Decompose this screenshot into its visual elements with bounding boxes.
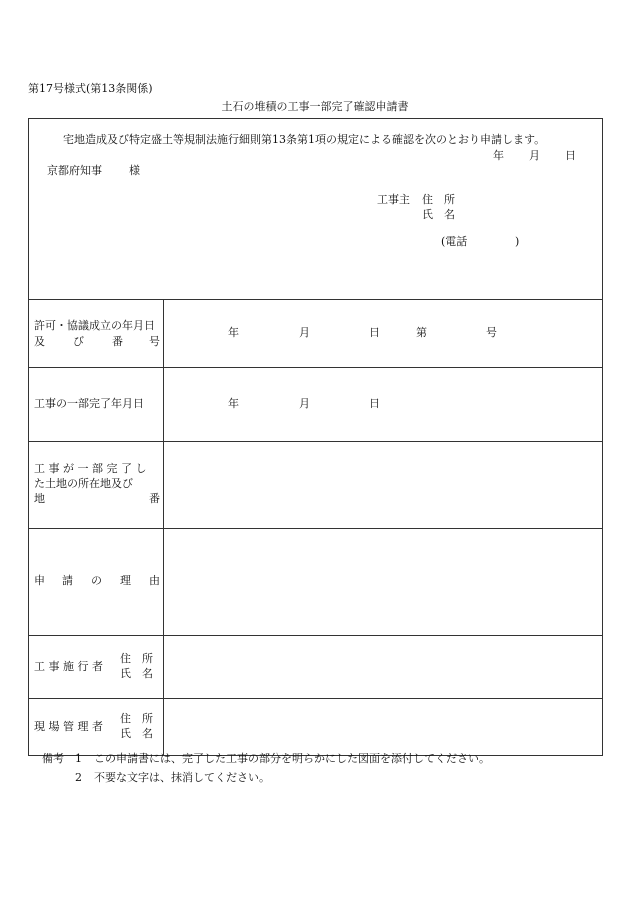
reason-label-cell	[29, 529, 164, 636]
owner-label: 工事主	[377, 193, 410, 206]
site-manager-value-cell[interactable]	[164, 699, 603, 756]
owner-address-label: 住 所	[422, 193, 455, 206]
addressee: 京都府知事	[47, 164, 102, 177]
note-2-number: 2	[75, 771, 82, 784]
permit-dai: 第	[416, 326, 427, 339]
reason-label-char: 申	[34, 574, 45, 587]
permit-label-char: 号	[149, 335, 160, 348]
site-manager-name-label: 氏 名	[120, 727, 153, 740]
note-1-number: 1	[75, 752, 82, 765]
permit-month: 月	[299, 326, 310, 339]
phone-open: (電話	[441, 235, 468, 248]
location-label-line3b: 番	[149, 492, 160, 505]
permit-year: 年	[228, 326, 239, 339]
declaration-text: 宅地造成及び特定盛土等規制法施行細則第13条第1項の規定による確認を次のとおり申請します。	[63, 133, 546, 146]
contractor-label-cell	[29, 636, 164, 699]
reason-value-cell[interactable]	[164, 529, 603, 636]
site-manager-label: 現 場 管 理 者	[34, 720, 103, 733]
permit-value-cell[interactable]	[164, 300, 603, 368]
reason-label-char: の	[91, 574, 102, 587]
contractor-name-label: 氏 名	[120, 667, 153, 680]
application-form-table	[28, 118, 603, 756]
completion-date-value-cell[interactable]	[164, 368, 603, 442]
notes-heading: 備考	[42, 752, 64, 765]
completion-date-label: 工事の一部完了年月日	[34, 397, 144, 410]
location-label-line3a: 地	[34, 492, 45, 505]
date-day: 日	[565, 149, 576, 162]
location-value-cell[interactable]	[164, 442, 603, 529]
note-1-text: この申請書には、完了した工事の部分を明らかにした図面を添付してください。	[94, 752, 490, 765]
contractor-address-label: 住 所	[120, 652, 153, 665]
location-label-line1: 工 事 が 一 部 完 了 し	[34, 462, 147, 475]
permit-label-line1: 許可・協議成立の年月日	[34, 319, 155, 332]
permit-day: 日	[369, 326, 380, 339]
reason-label-char: 理	[120, 574, 131, 587]
form-title: 土石の堆積の工事一部完了確認申請書	[221, 100, 409, 113]
reason-label-char: 請	[62, 574, 73, 587]
form-number: 第17号様式(第13条関係)	[28, 82, 153, 95]
owner-name-label: 氏 名	[422, 208, 455, 221]
site-manager-address-label: 住 所	[120, 712, 153, 725]
completion-month: 月	[299, 397, 310, 410]
date-month: 月	[529, 149, 540, 162]
location-label-cell	[29, 442, 164, 529]
contractor-label: 工 事 施 行 者	[34, 660, 103, 673]
completion-day: 日	[369, 397, 380, 410]
reason-label-char: 由	[149, 574, 160, 587]
site-manager-label-cell	[29, 699, 164, 756]
note-2-text: 不要な文字は、抹消してください。	[94, 771, 270, 784]
completion-year: 年	[228, 397, 239, 410]
application-header	[29, 119, 603, 300]
phone-close: )	[515, 235, 520, 248]
permit-label-char: 及	[34, 335, 45, 348]
contractor-value-cell[interactable]	[164, 636, 603, 699]
honorific: 様	[129, 164, 140, 177]
permit-label-cell	[29, 300, 164, 368]
permit-label-char: 番	[112, 335, 123, 348]
date-year: 年	[493, 149, 504, 162]
completion-date-label-cell	[29, 368, 164, 442]
permit-label-char: び	[73, 335, 84, 348]
location-label-line2: た土地の所在地及び	[34, 477, 133, 490]
permit-go: 号	[486, 326, 497, 339]
